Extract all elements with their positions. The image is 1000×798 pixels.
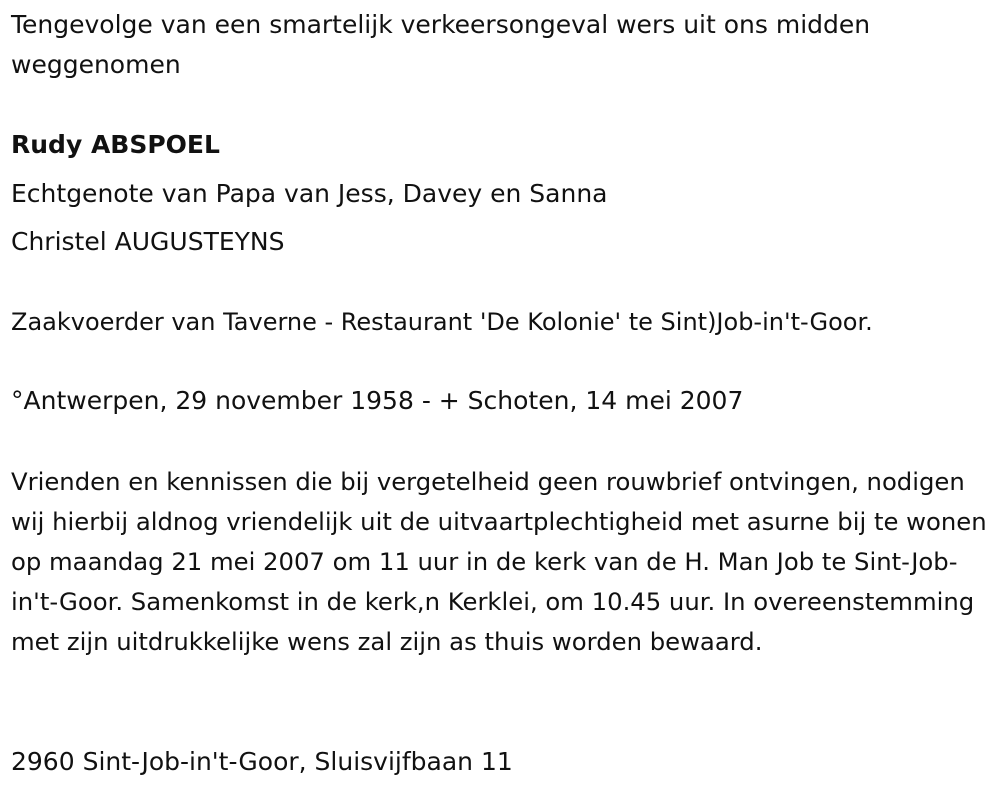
deceased-name: Rudy ABSPOEL [11, 130, 220, 159]
occupation-text: Zaakvoerder van Taverne - Restaurant 'De Kolonie' te Sint)Job-in't-Goor. [11, 308, 873, 336]
life-dates: °Antwerpen, 29 november 1958 - + Schoten, 14 mei 2007 [11, 386, 744, 415]
funeral-details: Vrienden en kennissen die bij vergetelheid geen rouwbrief ontvingen, nodigen wij hierbij aldnog vriendelijk uit de uitvaartplechtigheid met asurne bij te wonen op maandag 21 mei 2007 om 11 uur in de kerk van de H. Man Job te Sint-Job-in't-Goor. Samenkomst in de kerk,n Kerklei, om 10.45 uur. In overeenstemming met zijn uitdrukkelijke wens zal zijn as thuis worden bewaard. [11, 467, 987, 656]
intro-text: Tengevolge van een smartelijk verkeersongeval wers uit ons midden weggenomen [11, 10, 871, 79]
relation-text: Echtgenote van Papa van Jess, Davey en Sanna [11, 179, 608, 208]
spouse-name: Christel AUGUSTEYNS [11, 227, 285, 256]
address-text: 2960 Sint-Job-in't-Goor, Sluisvijfbaan 11 [11, 747, 513, 776]
